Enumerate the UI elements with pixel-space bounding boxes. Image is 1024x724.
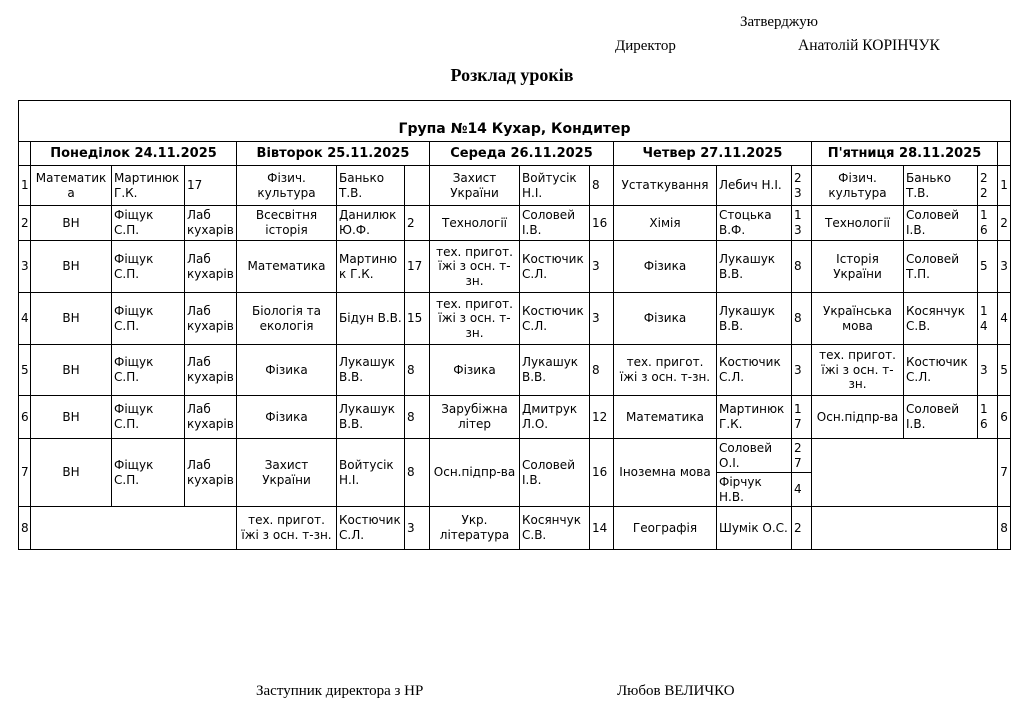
lesson-subject: Математика xyxy=(31,166,112,206)
lesson-subject: Фізич. культура xyxy=(812,166,904,206)
lesson-room: 16 xyxy=(590,206,614,241)
lesson-room: 12 xyxy=(590,396,614,439)
lesson-subject: Математика xyxy=(614,396,717,439)
lesson-teacher: Лукашук В.В. xyxy=(337,345,405,396)
lesson-teacher: Фіщук С.П. xyxy=(112,293,185,345)
lesson-room: 14 xyxy=(590,507,614,550)
day-header-thursday: Четвер 27.11.2025 xyxy=(614,142,812,166)
lesson-teacher: Костючик С.Л. xyxy=(520,241,590,293)
day-header-monday: Понеділок 24.11.2025 xyxy=(31,142,237,166)
lesson-teacher: Войтусік Н.І. xyxy=(337,439,405,507)
lesson-subject: Фізика xyxy=(614,241,717,293)
lesson-room: 17 xyxy=(792,396,812,439)
lesson-subject: тех. пригот. їжі з осн. т-зн. xyxy=(430,241,520,293)
lesson-teacher: Косянчук С.В. xyxy=(904,293,978,345)
lesson-room: Лаб кухарів xyxy=(185,345,237,396)
group-title: Група №14 Кухар, Кондитер xyxy=(19,101,1011,142)
period-number: 7 xyxy=(19,439,31,507)
lesson-room xyxy=(405,166,430,206)
lesson-room: 27 xyxy=(792,439,812,473)
lesson-teacher: Костючик С.Л. xyxy=(337,507,405,550)
lesson-room: 8 xyxy=(792,241,812,293)
lesson-teacher: Мартинюк Г.К. xyxy=(337,241,405,293)
lesson-teacher: Соловей І.В. xyxy=(904,206,978,241)
lesson-subject: Хімія xyxy=(614,206,717,241)
lesson-subject: Українська мова xyxy=(812,293,904,345)
lesson-teacher: Косянчук С.В. xyxy=(520,507,590,550)
lesson-room: 4 xyxy=(792,473,812,507)
period-number: 4 xyxy=(19,293,31,345)
lesson-subject: ВН xyxy=(31,241,112,293)
lesson-subject: тех. пригот. їжі з осн. т-зн. xyxy=(237,507,337,550)
approve-label: Затверджую xyxy=(740,14,818,30)
lesson-subject: ВН xyxy=(31,293,112,345)
lesson-room: 8 xyxy=(792,293,812,345)
lesson-teacher: Костючик С.Л. xyxy=(904,345,978,396)
lesson-subject: Технології xyxy=(812,206,904,241)
lesson-room: 3 xyxy=(405,507,430,550)
lesson-room: 17 xyxy=(185,166,237,206)
lesson-subject: Математика xyxy=(237,241,337,293)
corner-cell xyxy=(19,142,31,166)
day-header-wednesday: Середа 26.11.2025 xyxy=(430,142,614,166)
lesson-teacher: Дмитрук Л.О. xyxy=(520,396,590,439)
lesson-teacher: Бідун В.В. xyxy=(337,293,405,345)
lesson-subject: Осн.підпр-ва xyxy=(812,396,904,439)
lesson-room: Лаб кухарів xyxy=(185,206,237,241)
period-number: 5 xyxy=(998,345,1011,396)
lesson-room: 8 xyxy=(405,345,430,396)
lesson-subject: Іноземна мова xyxy=(614,439,717,507)
lesson-subject: тех. пригот. їжі з осн. т-зн. xyxy=(812,345,904,396)
page-title: Розклад уроків xyxy=(450,65,574,85)
empty-cell xyxy=(31,507,237,550)
lesson-teacher: Соловей І.В. xyxy=(904,396,978,439)
lesson-room: 3 xyxy=(590,241,614,293)
period-number: 8 xyxy=(998,507,1011,550)
lesson-subject: Захист України xyxy=(237,439,337,507)
lesson-teacher: Фірчук Н.В. xyxy=(717,473,792,507)
lesson-room: 16 xyxy=(590,439,614,507)
lesson-teacher: Банько Т.В. xyxy=(904,166,978,206)
empty-cell xyxy=(812,439,998,507)
lesson-teacher: Лукашук В.В. xyxy=(717,293,792,345)
lesson-room: 5 xyxy=(978,241,998,293)
period-number: 5 xyxy=(19,345,31,396)
empty-cell xyxy=(812,507,998,550)
lesson-teacher: Соловей Т.П. xyxy=(904,241,978,293)
lesson-teacher: Соловей І.В. xyxy=(520,206,590,241)
lesson-room: Лаб кухарів xyxy=(185,439,237,507)
period-number: 3 xyxy=(19,241,31,293)
lesson-subject: Фізич. культура xyxy=(237,166,337,206)
lesson-room: 8 xyxy=(405,439,430,507)
period-number: 8 xyxy=(19,507,31,550)
schedule-table xyxy=(18,100,1011,550)
lesson-teacher: Соловей І.В. xyxy=(520,439,590,507)
lesson-room: 15 xyxy=(405,293,430,345)
period-number: 2 xyxy=(998,206,1011,241)
lesson-subject: Технології xyxy=(430,206,520,241)
lesson-subject: Фізика xyxy=(430,345,520,396)
period-number: 6 xyxy=(19,396,31,439)
lesson-teacher: Фіщук С.П. xyxy=(112,206,185,241)
lesson-teacher: Стоцька В.Ф. xyxy=(717,206,792,241)
lesson-subject: тех. пригот. їжі з осн. т-зн. xyxy=(430,293,520,345)
lesson-room: 2 xyxy=(405,206,430,241)
lesson-teacher: Мартинюк Г.К. xyxy=(717,396,792,439)
lesson-subject: Географія xyxy=(614,507,717,550)
lesson-subject: Захист України xyxy=(430,166,520,206)
period-number: 7 xyxy=(998,439,1011,507)
director-label: Директор xyxy=(615,38,676,54)
lesson-room: 3 xyxy=(978,345,998,396)
period-number: 4 xyxy=(998,293,1011,345)
period-number: 3 xyxy=(998,241,1011,293)
lesson-teacher: Фіщук С.П. xyxy=(112,439,185,507)
lesson-room: 8 xyxy=(590,345,614,396)
lesson-subject: Фізика xyxy=(614,293,717,345)
lesson-teacher: Фіщук С.П. xyxy=(112,396,185,439)
lesson-subject: Фізика xyxy=(237,396,337,439)
lesson-teacher: Лукашук В.В. xyxy=(717,241,792,293)
lesson-room: 23 xyxy=(792,166,812,206)
lesson-teacher: Шумік О.С. xyxy=(717,507,792,550)
lesson-teacher: Фіщук С.П. xyxy=(112,241,185,293)
lesson-subject: ВН xyxy=(31,206,112,241)
lesson-room: 14 xyxy=(978,293,998,345)
lesson-teacher: Лукашук В.В. xyxy=(337,396,405,439)
lesson-room: 16 xyxy=(978,206,998,241)
lesson-room: Лаб кухарів xyxy=(185,241,237,293)
lesson-subject: Зарубіжна літер xyxy=(430,396,520,439)
lesson-subject: Всесвітня історія xyxy=(237,206,337,241)
lesson-room: 3 xyxy=(792,345,812,396)
period-number: 6 xyxy=(998,396,1011,439)
deputy-director-label: Заступник директора з НР xyxy=(256,683,424,699)
lesson-room: 2 xyxy=(792,507,812,550)
lesson-teacher: Костючик С.Л. xyxy=(717,345,792,396)
lesson-subject: Укр. література xyxy=(430,507,520,550)
period-number: 1 xyxy=(19,166,31,206)
lesson-teacher: Мартинюк Г.К. xyxy=(112,166,185,206)
lesson-room: Лаб кухарів xyxy=(185,396,237,439)
corner-cell xyxy=(998,142,1011,166)
lesson-room: 8 xyxy=(590,166,614,206)
lesson-teacher: Лукашук В.В. xyxy=(520,345,590,396)
lesson-subject: ВН xyxy=(31,345,112,396)
lesson-subject: Фізика xyxy=(237,345,337,396)
lesson-room: 3 xyxy=(590,293,614,345)
lesson-subject: Осн.підпр-ва xyxy=(430,439,520,507)
lesson-subject: ВН xyxy=(31,439,112,507)
director-name: Анатолій КОРІНЧУК xyxy=(798,37,940,54)
lesson-room: 13 xyxy=(792,206,812,241)
lesson-teacher: Соловей О.І. xyxy=(717,439,792,473)
lesson-teacher: Костючик С.Л. xyxy=(520,293,590,345)
lesson-subject: ВН xyxy=(31,396,112,439)
deputy-director-name: Любов ВЕЛИЧКО xyxy=(617,683,735,699)
lesson-teacher: Банько Т.В. xyxy=(337,166,405,206)
lesson-room: 16 xyxy=(978,396,998,439)
lesson-room: 17 xyxy=(405,241,430,293)
lesson-subject: Устаткування xyxy=(614,166,717,206)
lesson-room: Лаб кухарів xyxy=(185,293,237,345)
lesson-room: 22 xyxy=(978,166,998,206)
day-header-tuesday: Вівторок 25.11.2025 xyxy=(237,142,430,166)
lesson-teacher: Войтусік Н.І. xyxy=(520,166,590,206)
lesson-teacher: Данилюк Ю.Ф. xyxy=(337,206,405,241)
lesson-subject: тех. пригот. їжі з осн. т-зн. xyxy=(614,345,717,396)
period-number: 1 xyxy=(998,166,1011,206)
period-number: 2 xyxy=(19,206,31,241)
day-header-friday: П'ятниця 28.11.2025 xyxy=(812,142,998,166)
lesson-room: 8 xyxy=(405,396,430,439)
lesson-teacher: Лебич Н.І. xyxy=(717,166,792,206)
lesson-teacher: Фіщук С.П. xyxy=(112,345,185,396)
lesson-subject: Історія України xyxy=(812,241,904,293)
lesson-subject: Біологія та екологія xyxy=(237,293,337,345)
